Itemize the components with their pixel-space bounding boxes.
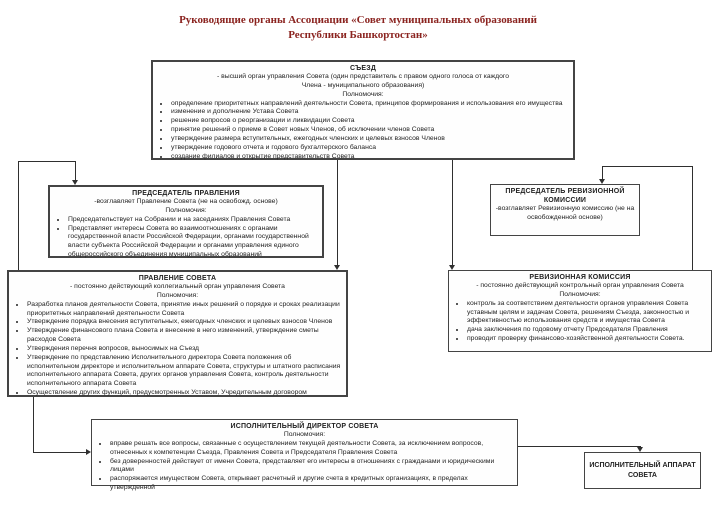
text-line: • проводит проверку финансово-хозяйственной деятельности Совета. <box>466 335 707 344</box>
connector-board-chairman-line-up <box>18 161 19 270</box>
connector-board-director-line-across <box>33 452 86 453</box>
node-board-chairman <box>48 185 324 258</box>
text-line: - постоянно действующий контрольный орган управления Совета <box>476 282 684 290</box>
text-line: • утверждение размера вступительных, ежегодных членских и целевых взносов Членов <box>170 135 569 144</box>
connector-congress-audit-line <box>452 160 453 265</box>
text-line: - высший орган управления Совета (один представитель с правом одного голоса от каждого <box>216 73 510 81</box>
text-line: -возглавляет Ревизионную комиссию (не на <box>495 205 635 213</box>
page-title-line2: Республики Башкортостан» <box>288 28 428 41</box>
page-title <box>15 13 701 42</box>
node-board-desc <box>13 283 342 292</box>
connector-congress-audit-arrow <box>449 265 455 270</box>
node-executive-director <box>91 419 518 492</box>
text-line: • создание филиалов и открытие представительств Совета <box>170 153 569 162</box>
connector-director-staff-line-across <box>518 446 641 447</box>
node-audit-chairman <box>490 184 640 236</box>
page-title-line1: Руководящие органы Ассоциации «Совет муниципальных образований <box>179 14 537 26</box>
node-audit-commission-desc <box>453 282 707 291</box>
node-board-chairman-powers-label: Полномочия: <box>165 206 207 214</box>
node-audit-chairman-title: ПРЕДСЕДАТЕЛЬ РЕВИЗИОННОЙ КОМИССИИ <box>505 188 625 205</box>
node-executive-director-powers-label: Полномочия: <box>283 431 326 439</box>
text-line: • Утверждение финансового плана Совета и внесение в него изменений, утверждение сметы расходов Совета <box>26 327 342 345</box>
text-line: • Разработка планов деятельности Совета, принятие иных решений о порядке и сроках реализации приоритетных направлений деятельности Совета <box>26 301 342 319</box>
node-board-powers-label: Полномочия: <box>156 291 199 299</box>
node-board-chairman-title: ПРЕДСЕДАТЕЛЬ ПРАВЛЕНИЯ <box>132 190 240 197</box>
node-audit-commission <box>448 270 712 352</box>
node-executive-staff-title: ИСПОЛНИТЕЛЬНЫЙ АППАРАТ СОВЕТА <box>589 462 696 479</box>
text-line: • контроль за соответствием деятельности органов управления Совета уставным целям и задачам Совета, решениям Съезда, законностью и эффективностью использования средств и имущества Совета <box>466 300 707 326</box>
connector-audit-chairman-line-down <box>602 166 603 179</box>
text-line: Члена - муниципального образования) <box>301 81 425 89</box>
text-line: • принятие решений о приеме в Совет новых Членов, об исключении членов Совета <box>170 126 569 135</box>
node-board-bullets <box>13 301 342 398</box>
connector-audit-chairman-line-up <box>692 166 693 270</box>
node-board-chairman-bullets <box>54 216 318 260</box>
text-line: • дача заключения по годовому отчету Председателя Правления <box>466 326 707 335</box>
text-line: • Утверждение по представлению Исполнительного директора Совета положения об исполнительном директоре и исполнительном аппарате Совета, структуры и штатного расписания исполнительного аппарата Совета, других органов управления Совета, контроль деятельности исполнительного аппарата Совета <box>26 354 342 389</box>
connector-board-director-arrow <box>86 449 91 455</box>
text-line: • распоряжается имуществом Совета, открывает расчетный и другие счета в кредитных организациях, в пределах утвержденной <box>109 475 513 493</box>
text-line: • без доверенностей действует от имени Совета, представляет его интересы в отношениях с гражданами и юридическими лицами <box>109 458 513 476</box>
text-line: • решение вопросов о реорганизации и ликвидации Совета <box>170 117 569 126</box>
connector-board-director-line-down <box>33 397 34 452</box>
connector-audit-chairman-line-across <box>602 166 693 167</box>
text-line: • утверждение годового отчета и годового бухгалтерского баланса <box>170 144 569 153</box>
node-audit-commission-title: РЕВИЗИОННАЯ КОМИССИЯ <box>529 274 631 281</box>
node-board <box>7 270 348 397</box>
connector-audit-chairman-arrow <box>599 179 605 184</box>
connector-board-chairman-arrow <box>72 180 78 185</box>
text-line: освобожденной основе) <box>527 214 603 222</box>
node-congress-bullets <box>157 100 569 162</box>
node-board-chairman-desc <box>54 198 318 207</box>
connector-board-chairman-line-down <box>75 161 76 180</box>
node-congress-desc <box>157 73 569 91</box>
node-executive-staff <box>584 452 701 489</box>
text-line: - постоянно действующий коллегиальный орган управления Совета <box>70 283 285 291</box>
text-line: -возглавляет Правление Совета (не на освобожд. основе) <box>94 198 278 206</box>
text-line: • Председательствует на Собрании и на заседаниях Правления Совета <box>67 216 318 225</box>
text-line: • определение приоритетных направлений деятельности Совета, принципов формирования и использования его имущества <box>170 100 569 109</box>
node-executive-director-bullets <box>96 440 513 493</box>
connector-congress-board-line <box>337 160 338 265</box>
node-congress-powers-label: Полномочия: <box>342 90 384 98</box>
text-line: • Представляет интересы Совета во взаимоотношениях с органами государственной власти Российской Федерации, органами государственной власти субъекта Российской Федерации и органами управления единого общероссийского объединения муниципальных образований <box>67 225 318 260</box>
text-line: • вправе решать все вопросы, связанные с осуществлением текущей деятельности Совета, за исключением вопросов, отнесенных к компетенции Съезда, Правления Совета и Председателя Правления Совета <box>109 440 513 458</box>
connector-director-staff-arrow <box>637 447 643 452</box>
node-congress <box>151 60 575 160</box>
connector-congress-board-arrow <box>334 265 340 270</box>
text-line: • изменение и дополнение Устава Совета <box>170 108 569 117</box>
text-line: • Осуществление других функций, предусмотренных Уставом, Учредительным договором <box>26 389 342 398</box>
text-line: • Утверждение порядка внесения вступительных, ежегодных членских и целевых взносов Членов <box>26 318 342 327</box>
node-audit-commission-bullets <box>453 300 707 344</box>
node-board-title: ПРАВЛЕНИЕ СОВЕТА <box>138 275 217 282</box>
text-line: • Утверждения перечня вопросов, выносимых на Съезд <box>26 345 342 354</box>
node-audit-commission-powers-label: Полномочия: <box>559 290 601 298</box>
node-congress-title: СЪЕЗД <box>349 65 377 72</box>
node-audit-chairman-desc <box>495 205 635 223</box>
connector-board-chairman-line-across <box>18 161 76 162</box>
node-executive-director-title: ИСПОЛНИТЕЛЬНЫЙ ДИРЕКТОР СОВЕТА <box>230 423 379 430</box>
